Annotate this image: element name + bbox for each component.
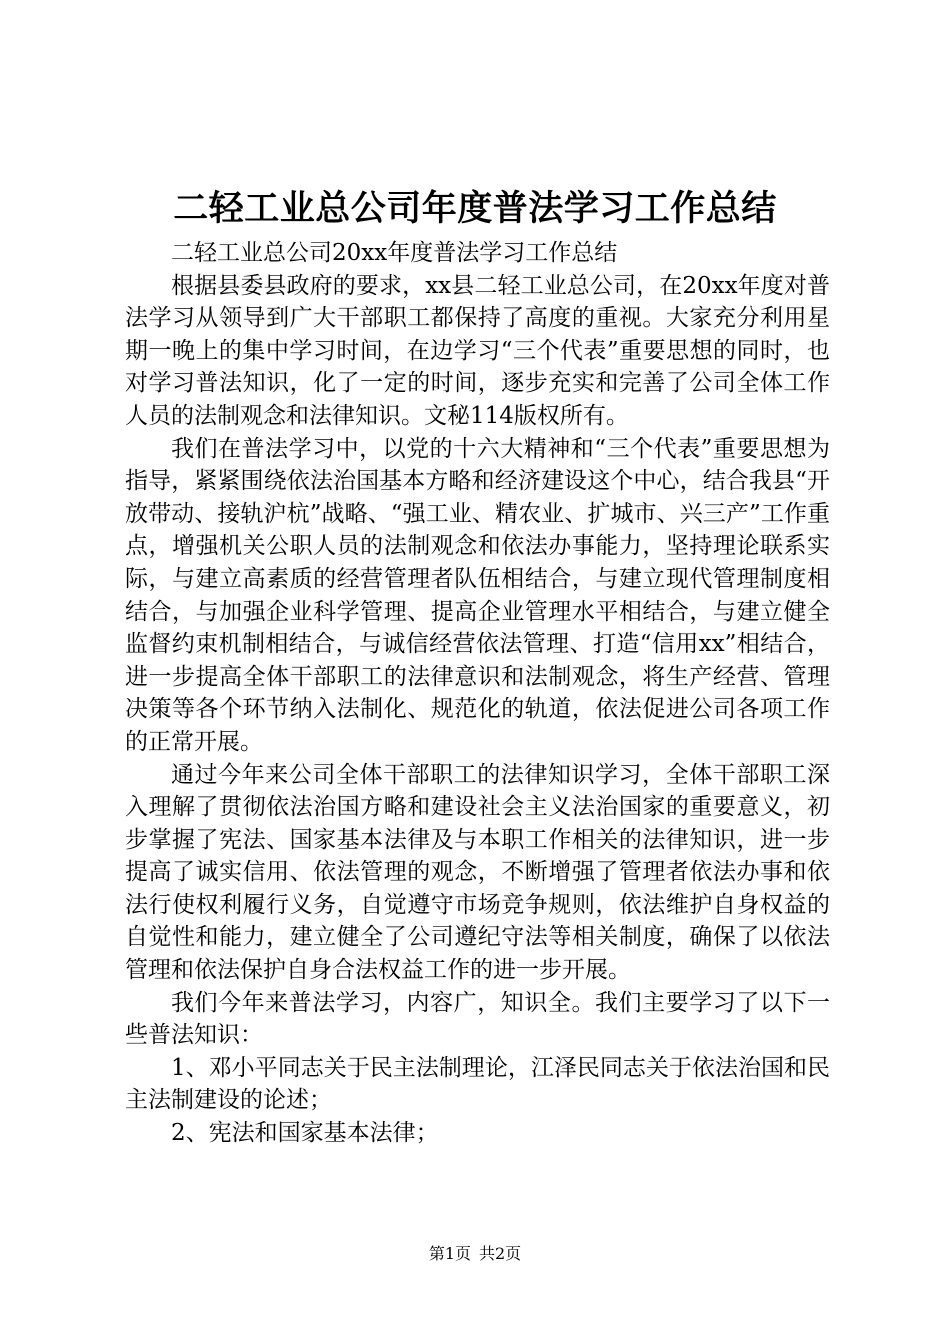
page-total: 共2页	[479, 1244, 522, 1263]
paragraph: 通过今年来公司全体干部职工的法律知识学习，全体干部职工深入理解了贯彻依法治国方略和建设社会主义法治国家的重要意义，初步掌握了宪法、国家基本法律及与本职工作相关的法律知识，进一步提高了诚实信用、依法管理的观念，不断增强了管理者依法办事和依法行使权利履行义务，自觉遵守市场竞争规则，依法维护自身权益的自觉性和能力，建立健全了公司遵纪守法等相关制度，确保了以依法管理和依法保护自身合法权益工作的进一步开展。	[125, 761, 830, 984]
page-footer	[0, 1242, 950, 1266]
page-number: 第1页	[428, 1244, 471, 1263]
document-body	[125, 237, 830, 1150]
document-subtitle: 二轻工业总公司20xx年度普法学习工作总结	[171, 240, 618, 266]
paragraph: 我们今年来普法学习，内容广，知识全。我们主要学习了以下一些普法知识：	[125, 989, 830, 1049]
paragraph: 我们在普法学习中，以党的十六大精神和“三个代表”重要思想为指导，紧紧围绕依法治国基本方略和经济建设这个中心，结合我县“开放带动、接轨沪杭”战略、“强工业、精农业、扩城市、兴三产”工作重点，增强机关公职人员的法制观念和依法办事能力，坚持理论联系实际，与建立高素质的经营管理者队伍相结合，与建立现代管理制度相结合，与加强企业科学管理、提高企业管理水平相结合，与建立健全监督约束机制相结合，与诚信经营依法管理、打造“信用xx”相结合，进一步提高全体干部职工的法律意识和法制观念，将生产经营、管理决策等各个环节纳入法制化、规范化的轨道，依法促进公司各项工作的正常开展。	[125, 435, 830, 755]
document-title: 二轻工业总公司年度普法学习工作总结	[173, 188, 777, 229]
list-item: 1、邓小平同志关于民主法制理论，江泽民同志关于依法治国和民主法制建设的论述；	[125, 1054, 830, 1114]
paragraph: 根据县委县政府的要求，xx县二轻工业总公司，在20xx年度对普法学习从领导到广大干部职工都保持了高度的重视。大家充分利用星期一晚上的集中学习时间，在边学习“三个代表”重要思想的同时，也对学习普法知识，化了一定的时间，逐步充实和完善了公司全体工作人员的法制观念和法律知识。文秘114版权所有。	[125, 272, 830, 429]
list-item: 2、宪法和国家基本法律；	[171, 1120, 439, 1147]
